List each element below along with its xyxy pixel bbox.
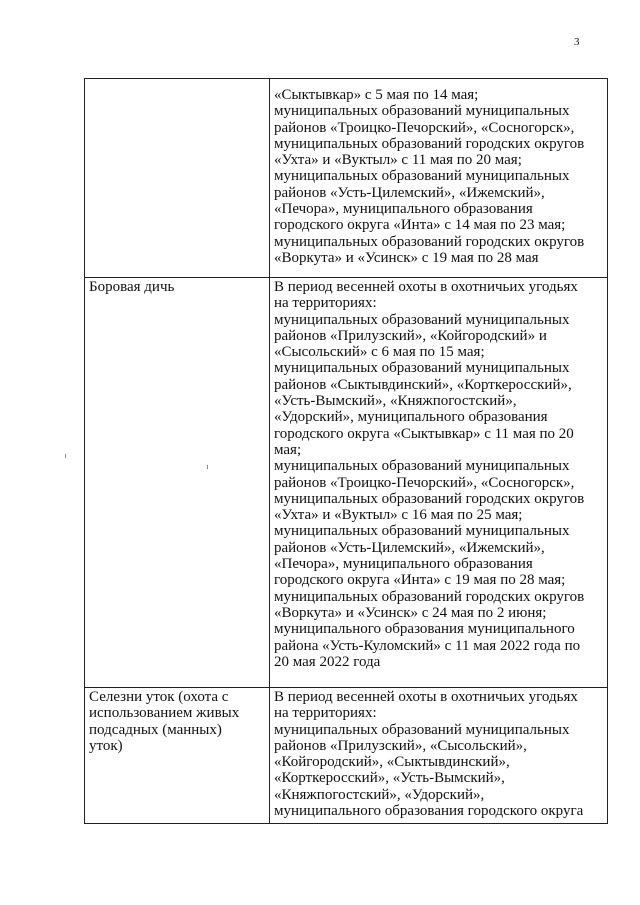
page-number: 3 xyxy=(574,36,580,48)
species-cell xyxy=(85,278,270,688)
period-text-line: «Сыктывкар» с 5 мая по 14 мая; xyxy=(274,87,479,103)
period-text-line: муниципальных образований муниципальных xyxy=(274,523,570,540)
period-text-line: районов «Троицко-Печорский», «Сосногорск», xyxy=(274,119,575,136)
scan-speck xyxy=(65,454,66,458)
period-text-line: «Корткеросский», «Усть-Вымский», xyxy=(274,770,505,787)
period-text-line: мая; xyxy=(274,441,302,458)
period-text-line: 20 мая 2022 года xyxy=(274,653,381,670)
period-text-line: «Печора», муниципального образования xyxy=(274,556,533,573)
period-text-line: «Ухта» и «Вуктыл» с 11 мая по 20 мая; xyxy=(274,152,522,169)
species-cell xyxy=(85,688,270,824)
period-text-line: «Ухта» и «Вуктыл» с 16 мая по 25 мая; xyxy=(274,507,523,524)
hunting-periods-table xyxy=(84,78,608,824)
table-row xyxy=(85,688,608,824)
period-text-line: районов «Троицко-Печорский», «Сосногорск», xyxy=(274,474,575,491)
species-label-line: уток) xyxy=(89,737,123,754)
period-text-line: «Койгородский», «Сыктывдинский», xyxy=(274,754,510,771)
period-text-line: районов «Прилузский», «Сысольский», xyxy=(274,737,527,754)
period-text-line: муниципальных образований муниципальных xyxy=(274,360,570,377)
period-text-line: муниципального образования муниципального xyxy=(274,621,575,638)
period-text-line: районов «Сыктывдинский», «Корткеросский», xyxy=(274,376,572,393)
period-cell xyxy=(270,278,608,688)
table-row xyxy=(85,278,608,688)
period-text-line: «Воркута» и «Усинск» с 19 мая по 28 мая xyxy=(274,249,539,266)
period-text-line: муниципальных образований городских округов xyxy=(274,588,585,605)
species-label-line: Селезни уток (охота с xyxy=(89,689,229,705)
period-text-line: муниципальных образований муниципальных xyxy=(274,458,570,475)
period-text-line: «Воркута» и «Усинск» с 24 мая по 2 июня; xyxy=(274,604,547,621)
period-text-line: В период весенней охоты в охотничьих угодьях xyxy=(274,279,578,295)
period-text-line: районов «Усть-Цилемский», «Ижемский», xyxy=(274,184,545,201)
period-text-line: на территориях: xyxy=(274,295,377,312)
period-text-line: муниципального образования городского округа xyxy=(274,803,584,820)
period-text-line: «Сысольский» с 6 мая по 15 мая; xyxy=(274,344,485,361)
period-text-line: районов «Усть-Цилемский», «Ижемский», xyxy=(274,539,545,556)
period-text-line: «Княжпогостский», «Удорский», xyxy=(274,786,485,803)
period-text-line: муниципальных образований городских округов xyxy=(274,135,585,152)
period-text-line: района «Усть-Куломский» с 11 мая 2022 года по xyxy=(274,637,581,654)
period-text-line: муниципальных образований муниципальных xyxy=(274,103,570,120)
period-text-line: муниципальных образований городских округов xyxy=(274,490,585,507)
period-text-line: В период весенней охоты в охотничьих угодьях xyxy=(274,689,578,705)
species-label-line: использованием живых xyxy=(89,705,240,722)
period-cell xyxy=(270,688,608,824)
period-text-line: «Печора», муниципального образования xyxy=(274,201,533,218)
period-text-line: «Удорский», муниципального образования xyxy=(274,409,548,426)
period-text-line: городского округа «Сыктывкар» с 11 мая по 20 xyxy=(274,425,574,442)
period-cell xyxy=(270,79,608,278)
period-text-line: районов «Прилузский», «Койгородский» и xyxy=(274,327,547,344)
period-text-line: городского округа «Инта» с 14 мая по 23 мая; xyxy=(274,217,566,234)
species-label-line: подсадных (манных) xyxy=(89,721,222,738)
period-text-line: муниципальных образований муниципальных xyxy=(274,721,570,738)
period-text-line: городского округа «Инта» с 19 мая по 28 мая; xyxy=(274,572,566,589)
species-label-line: Боровая дичь xyxy=(89,279,175,295)
period-text-line: муниципальных образований муниципальных xyxy=(274,168,570,185)
period-text-line: «Усть-Вымский», «Княжпогостский», xyxy=(274,393,517,410)
species-cell xyxy=(85,79,270,278)
table-row xyxy=(85,79,608,278)
period-text-line: муниципальных образований городских округов xyxy=(274,233,585,250)
period-text-line: на территориях: xyxy=(274,705,377,722)
period-text-line: муниципальных образований муниципальных xyxy=(274,311,570,328)
